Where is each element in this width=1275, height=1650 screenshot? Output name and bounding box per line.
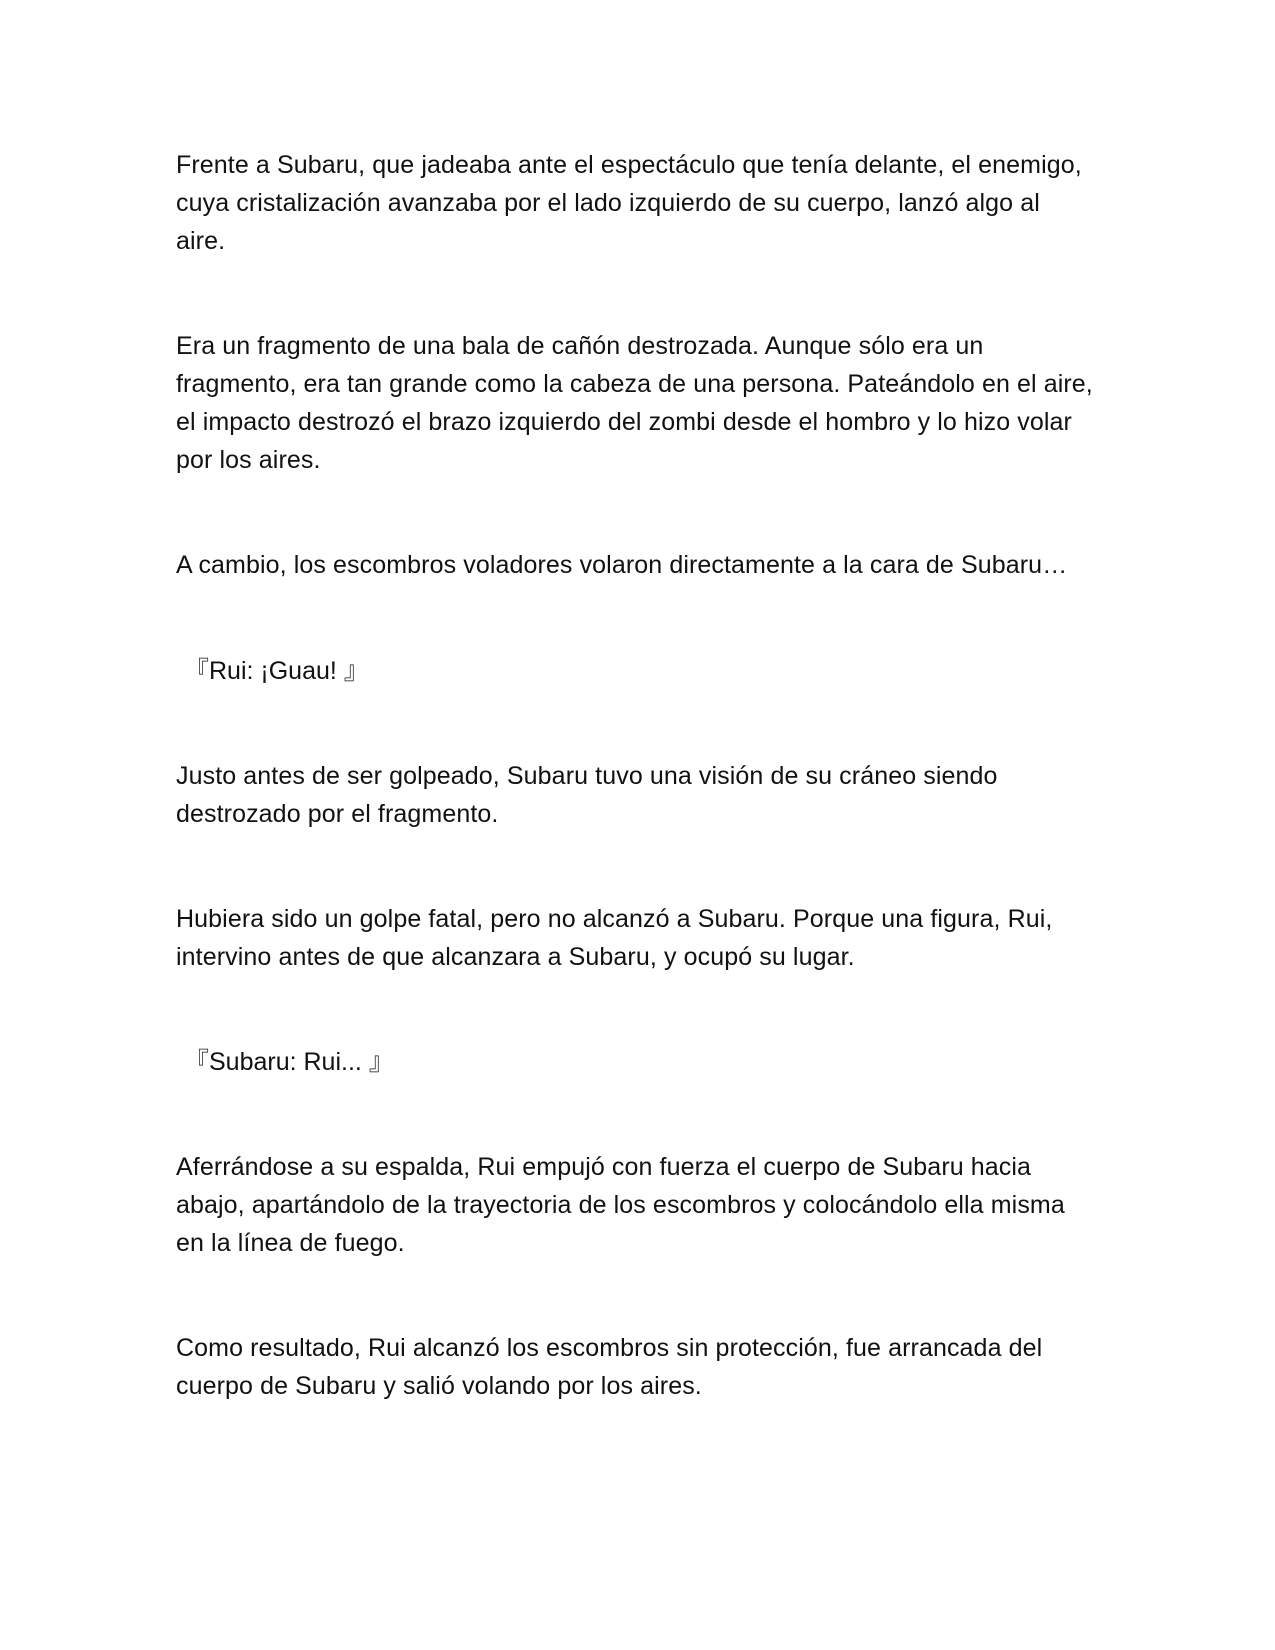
paragraph-6: Aferrándose a su espalda, Rui empujó con fuerza el cuerpo de Subaru hacia abajo, apartándolo de la trayectoria de los escombros y colocándolo ella misma en la línea de fuego.: [176, 1153, 1065, 1257]
paragraph-5: Hubiera sido un golpe fatal, pero no alcanzó a Subaru. Porque una figura, Rui, intervino antes de que alcanzara a Subaru, y ocupó su lugar.: [176, 905, 1053, 971]
paragraph-2: Era un fragmento de una bala de cañón destrozada. Aunque sólo era un fragmento, era tan grande como la cabeza de una persona. Pateándolo en el aire, el impacto destrozó el brazo izquierdo del zombi desde el hombro y lo hizo volar por los aires.: [176, 332, 1093, 474]
dialogue-rui: 『Rui: ¡Guau! 』: [184, 657, 369, 685]
paragraph-1: Frente a Subaru, que jadeaba ante el espectáculo que tenía delante, el enemigo, cuya cristalización avanzaba por el lado izquierdo de su cuerpo, lanzó algo al aire.: [176, 151, 1082, 255]
dialogue-subaru: 『Subaru: Rui... 』: [184, 1048, 394, 1076]
paragraph-7: Como resultado, Rui alcanzó los escombros sin protección, fue arrancada del cuerpo de Subaru y salió volando por los aires.: [176, 1334, 1043, 1400]
document-body: [176, 146, 1096, 1405]
paragraph-4: Justo antes de ser golpeado, Subaru tuvo una visión de su cráneo siendo destrozado por el fragmento.: [176, 762, 998, 828]
paragraph-3: A cambio, los escombros voladores volaron directamente a la cara de Subaru…: [176, 551, 1068, 579]
